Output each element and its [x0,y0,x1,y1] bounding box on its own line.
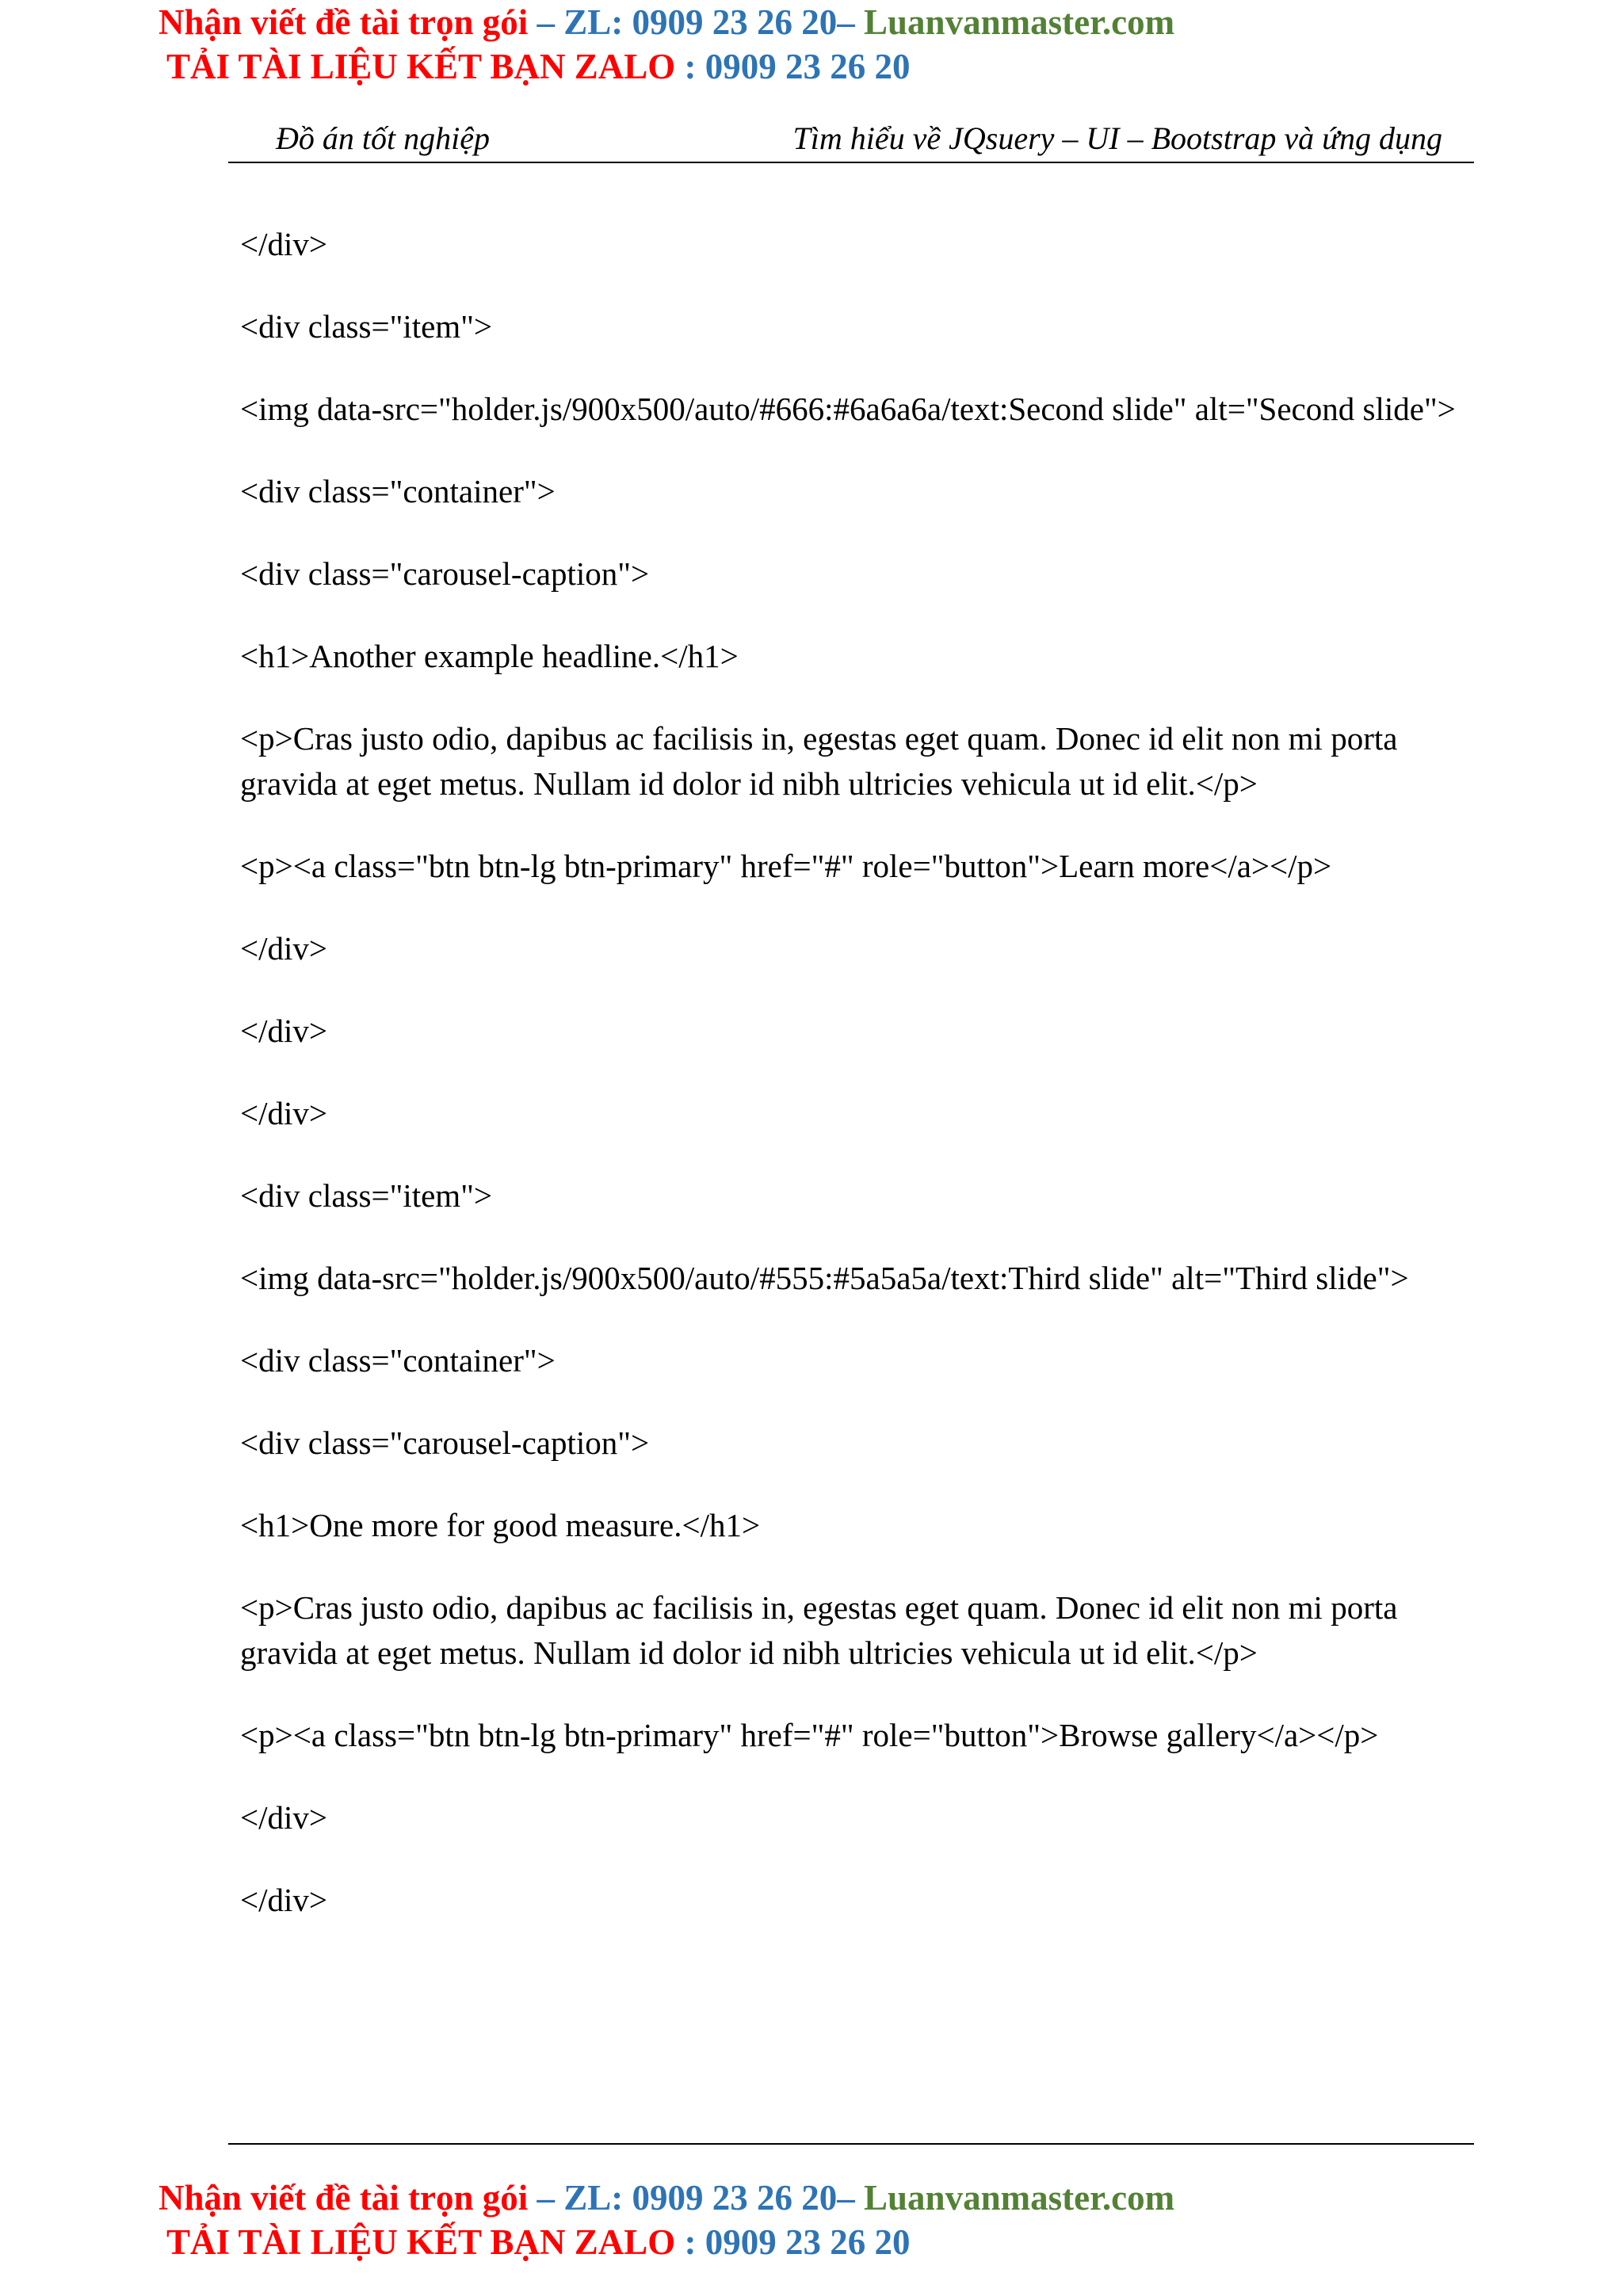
banner-zalo-phone: ZL: 0909 23 26 20 [563,2178,838,2218]
code-line: <img data-src="holder.js/900x500/auto/#555:#5a5a5a/text:Third slide" alt="Third slide"> [240,1260,1409,1296]
code-line: <div class="carousel-caption"> [240,555,650,592]
banner-line-2 [158,44,1174,89]
code-line: <div class="container"> [240,1342,556,1379]
code-line: <p><a class="btn btn-lg btn-primary" href="#" role="button">Browse gallery</a></p> [240,1717,1379,1753]
banner-line-1: Nhận viết đề tài trọn gói – ZL: 0909 23 26 20– Luanvanmaster.com [158,2178,1175,2218]
banner-download-text: TẢI TÀI LIỆU KẾT BẠN ZALO [166,2222,676,2262]
banner-service-text: Nhận viết đề tài trọn gói [158,2178,529,2218]
banner-download-phone: : 0909 23 26 20 [675,2222,911,2262]
code-line: <img data-src="holder.js/900x500/auto/#666:#6a6a6a/text:Second slide" alt="Second slide"> [240,391,1456,427]
code-listing [240,222,1476,1960]
code-line: <div class="container"> [240,473,556,509]
header-right-title: Tìm hiểu về JQsuery – UI – Bootstrap và ứng dụng [792,120,1442,156]
code-line: <p><a class="btn btn-lg btn-primary" href="#" role="button">Learn more</a></p> [240,848,1332,884]
banner-website-link[interactable]: Luanvanmaster.com [864,2178,1175,2218]
code-line: </div> [240,1882,328,1918]
banner-service-text: Nhận viết đề tài trọn gói [158,2,529,42]
bottom-banner [158,2176,1174,2264]
banner-line-2 [158,2220,1174,2264]
banner-download-phone: : 0909 23 26 20 [675,47,911,86]
code-line: <h1>One more for good measure.</h1> [240,1507,761,1543]
code-line: <div class="carousel-caption"> [240,1425,650,1461]
code-line: </div> [240,1799,328,1836]
header-left-title: Đồ án tốt nghiệp [276,120,490,156]
code-line: <div class="item"> [240,1177,493,1214]
code-line: <div class="item"> [240,308,493,345]
top-banner [158,0,1174,89]
banner-zalo-phone: ZL: 0909 23 26 20 [563,2,838,42]
footer-divider [228,2143,1474,2145]
code-line: </div> [240,930,328,967]
banner-line-1: Nhận viết đề tài trọn gói – ZL: 0909 23 26 20– Luanvanmaster.com [158,2,1175,42]
banner-download-text: TẢI TÀI LIỆU KẾT BẠN ZALO [166,47,676,86]
code-line: </div> [240,1095,328,1131]
banner-website-link[interactable]: Luanvanmaster.com [864,2,1175,42]
code-line: <p>Cras justo odio, dapibus ac facilisis in, egestas eget quam. Donec id elit non mi porta gravida at eget metus. Nullam id dolor id nibh ultricies vehicula ut id elit.</p> [240,720,1406,802]
code-line: </div> [240,226,328,262]
code-line: <h1>Another example headline.</h1> [240,638,739,674]
running-header [228,117,1474,163]
code-line: <p>Cras justo odio, dapibus ac facilisis in, egestas eget quam. Donec id elit non mi porta gravida at eget metus. Nullam id dolor id nibh ultricies vehicula ut id elit.</p> [240,1589,1406,1671]
code-line: </div> [240,1013,328,1049]
